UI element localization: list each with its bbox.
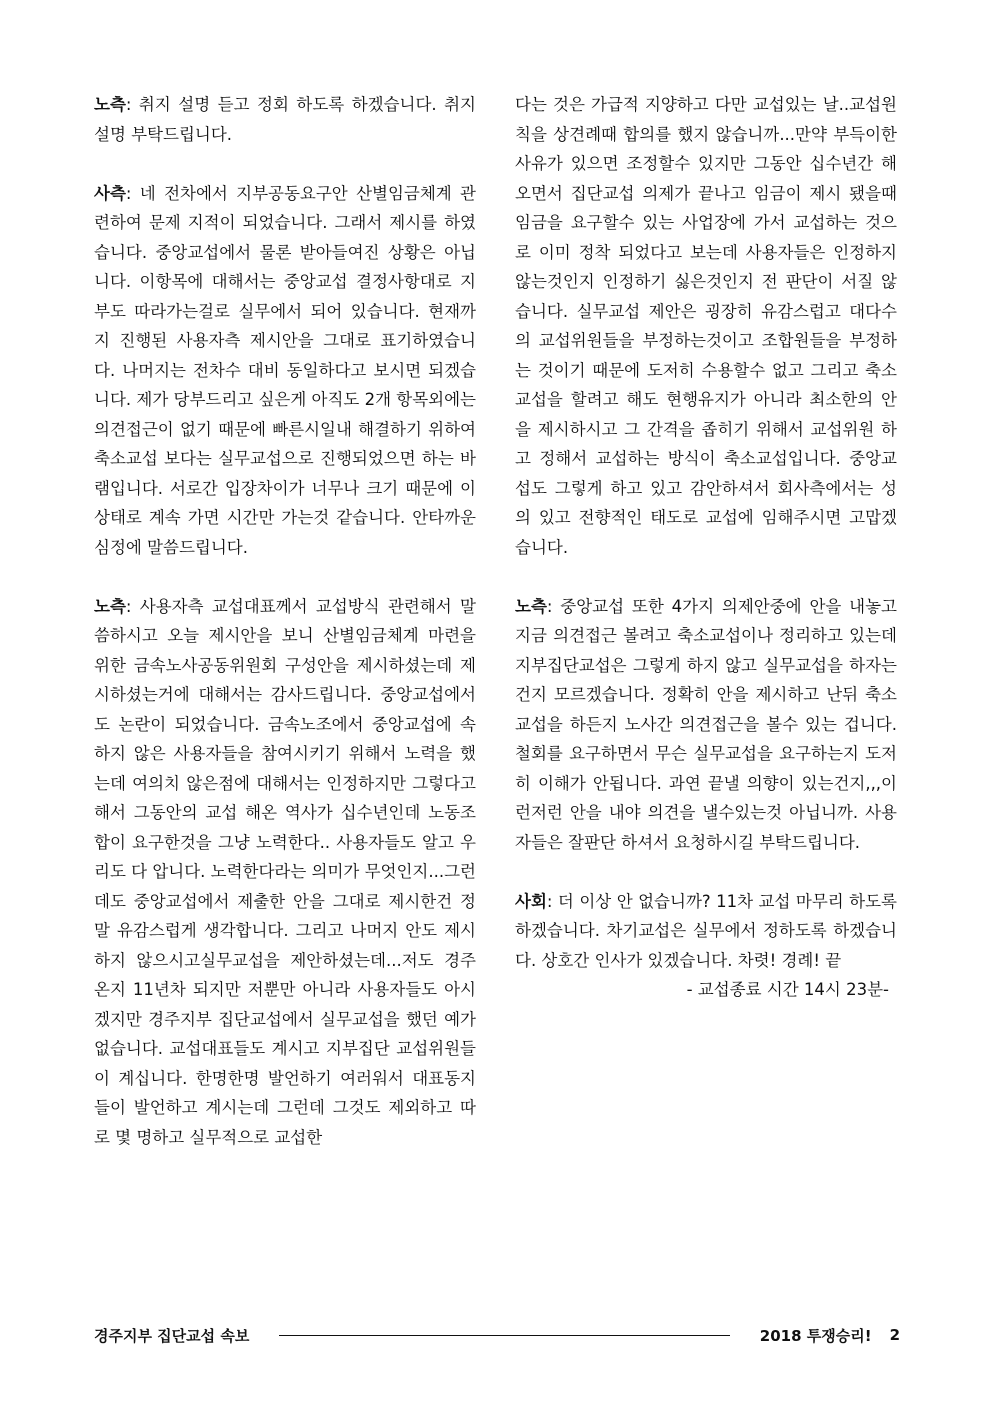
footer-title: 경주지부 집단교섭 속보: [94, 1326, 250, 1345]
paragraph-text: : 네 전차에서 지부공동요구안 산별임금체계 관련하여 문제 지적이 되었습니다. 그래서 제시를 하였습니다. 중앙교섭에서 물론 받아들여진 상황은 아닙니다. 이항목에 대해서는 중앙교섭 결정사항대로 지부도 따라가는걸로 실무에서 되어 있습니다. 현재까지 진행된 사용자측 제시안을 그대로 표기하였습니다. 나머지는 전차수 대비 동일하다고 보시면 되겠습니다. 제가 당부드리고 싶은게 아직도 2개 항목외에는 의견접근이 없기 때문에 빠른시일내 해결하기 위하여 축소교섭 보다는 실무교섭으로 진행되었으면 하는 바램입니다. 서로간 입장차이가 너무나 크기 때문에 이상태로 계속 가면 시간만 가는것 같습니다. 안타까운 심정에 말씀드립니다.: [94, 183, 476, 557]
paragraph: [94, 179, 476, 563]
paragraph-text: 다는 것은 가급적 지양하고 다만 교섭있는 날..교섭원칙을 상견례때 합의를 했지 않습니까...만약 부득이한 사유가 있으면 조정할수 있지만 그동안 십수년간 해오면서 집단교섭 의제가 끝나고 임금이 제시 됐을때 임금을 요구할수 있는 사업장에 가서 교섭하는 것으로 이미 정착 되었다고 보는데 사용자들은 인정하지 않는것인지 인정하기 싫은것인지 전 판단이 서질 않습니다. 실무교섭 제안은 굉장히 유감스럽고 대다수의 교섭위원들을 부정하는것이고 조합원들을 부정하는 것이기 때문에 도저히 수용할수 없고 그리고 축소교섭을 할려고 해도 현행유지가 아니라 최소한의 안을 제시하시고 그 간격을 좁히기 위해서 교섭위원 하고 정해서 교섭하는 방식이 축소교섭입니다. 중앙교섭도 그렇게 하고 있고 감안하셔서 회사측에서는 성의 있고 전향적인 태도로 교섭에 임해주시면 고맙겠습니다.: [515, 95, 897, 557]
paragraph: [94, 90, 476, 149]
paragraph-text: : 사용자측 교섭대표께서 교섭방식 관련해서 말씀하시고 오늘 제시안을 보니 산별임금체계 마련을 위한 금속노사공동위원회 구성안을 제시하셨는데 제시하셨는거에 대해서는 감사드립니다. 중앙교섭에서도 논란이 되었습니다. 금속노조에서 중앙교섭에 속하지 않은 사용자들을 참여시키기 위해서 노력을 했는데 여의치 않은점에 대해서는 인정하지만 그렇다고 해서 그동안의 교섭 해온 역사가 십수년인데 노동조합이 요구한것을 그냥 노력한다.. 사용자들도 알고 우리도 다 압니다. 노력한다라는 의미가 무엇인지...그런데도 중앙교섭에서 제출한 안을 그대로 제시한건 정말 유감스럽게 생각합니다. 그리고 나머지 안도 제시하지 않으시고실무교섭을 제안하셨는데...저도 경주온지 11년차 되지만 저뿐만 아니라 사용자들도 아시겠지만 경주지부 집단교섭에서 실무교섭을 했던 예가 없습니다. 교섭대표들도 계시고 지부집단 교섭위원들이 계십니다. 한명한명 발언하기 여러워서 대표동지들이 발언하고 계시는데 그런데 그것도 제외하고 따로 몇 명하고 실무적으로 교섭한: [94, 596, 476, 1147]
paragraph: [515, 90, 897, 562]
paragraph: [515, 887, 897, 976]
paragraph: [94, 592, 476, 1153]
paragraph-text: : 더 이상 안 없습니까? 11차 교섭 마무리 하도록 하겠습니다. 차기교섭은 실무에서 정하도록 하겠습니다. 상호간 인사가 있겠습니다. 차렷! 경례! 끝: [515, 891, 897, 970]
speaker-label: 사회: [515, 891, 547, 911]
page-footer: [94, 1320, 900, 1350]
paragraph-text: : 취지 설명 듣고 정회 하도록 하겠습니다. 취지 설명 부탁드립니다.: [94, 95, 476, 144]
speaker-label: 노측: [94, 596, 126, 616]
footer-rule: [279, 1335, 729, 1336]
paragraph-text: : 중앙교섭 또한 4가지 의제안중에 안을 내놓고 지금 의견접근 볼려고 축소교섭이나 정리하고 있는데 지부집단교섭은 그렇게 하지 않고 실무교섭을 하자는건지 모르겠습니다. 정확히 안을 제시하고 난뒤 축소교섭을 하든지 노사간 의견접근을 볼수 있는 겁니다. 철회를 요구하면서 무슨 실무교섭을 요구하는지 도저히 이해가 안됩니다. 과연 끝낼 의향이 있는건지,,,이런저런 안을 내야 의견을 낼수있는것 아닙니까. 사용자들은 잘판단 하셔서 요청하시길 부탁드립니다.: [515, 596, 897, 852]
speaker-label: 노측: [515, 596, 547, 616]
right-column: [515, 90, 897, 1005]
end-time-note: - 교섭종료 시간 14시 23분-: [686, 980, 889, 999]
page-number: 2: [889, 1326, 900, 1344]
speaker-label: 노측: [94, 95, 126, 114]
speaker-label: 사측: [94, 183, 126, 203]
footer-slogan: 2018 투쟁승리!: [759, 1326, 872, 1345]
left-column: [94, 90, 476, 1182]
paragraph: [515, 592, 897, 858]
